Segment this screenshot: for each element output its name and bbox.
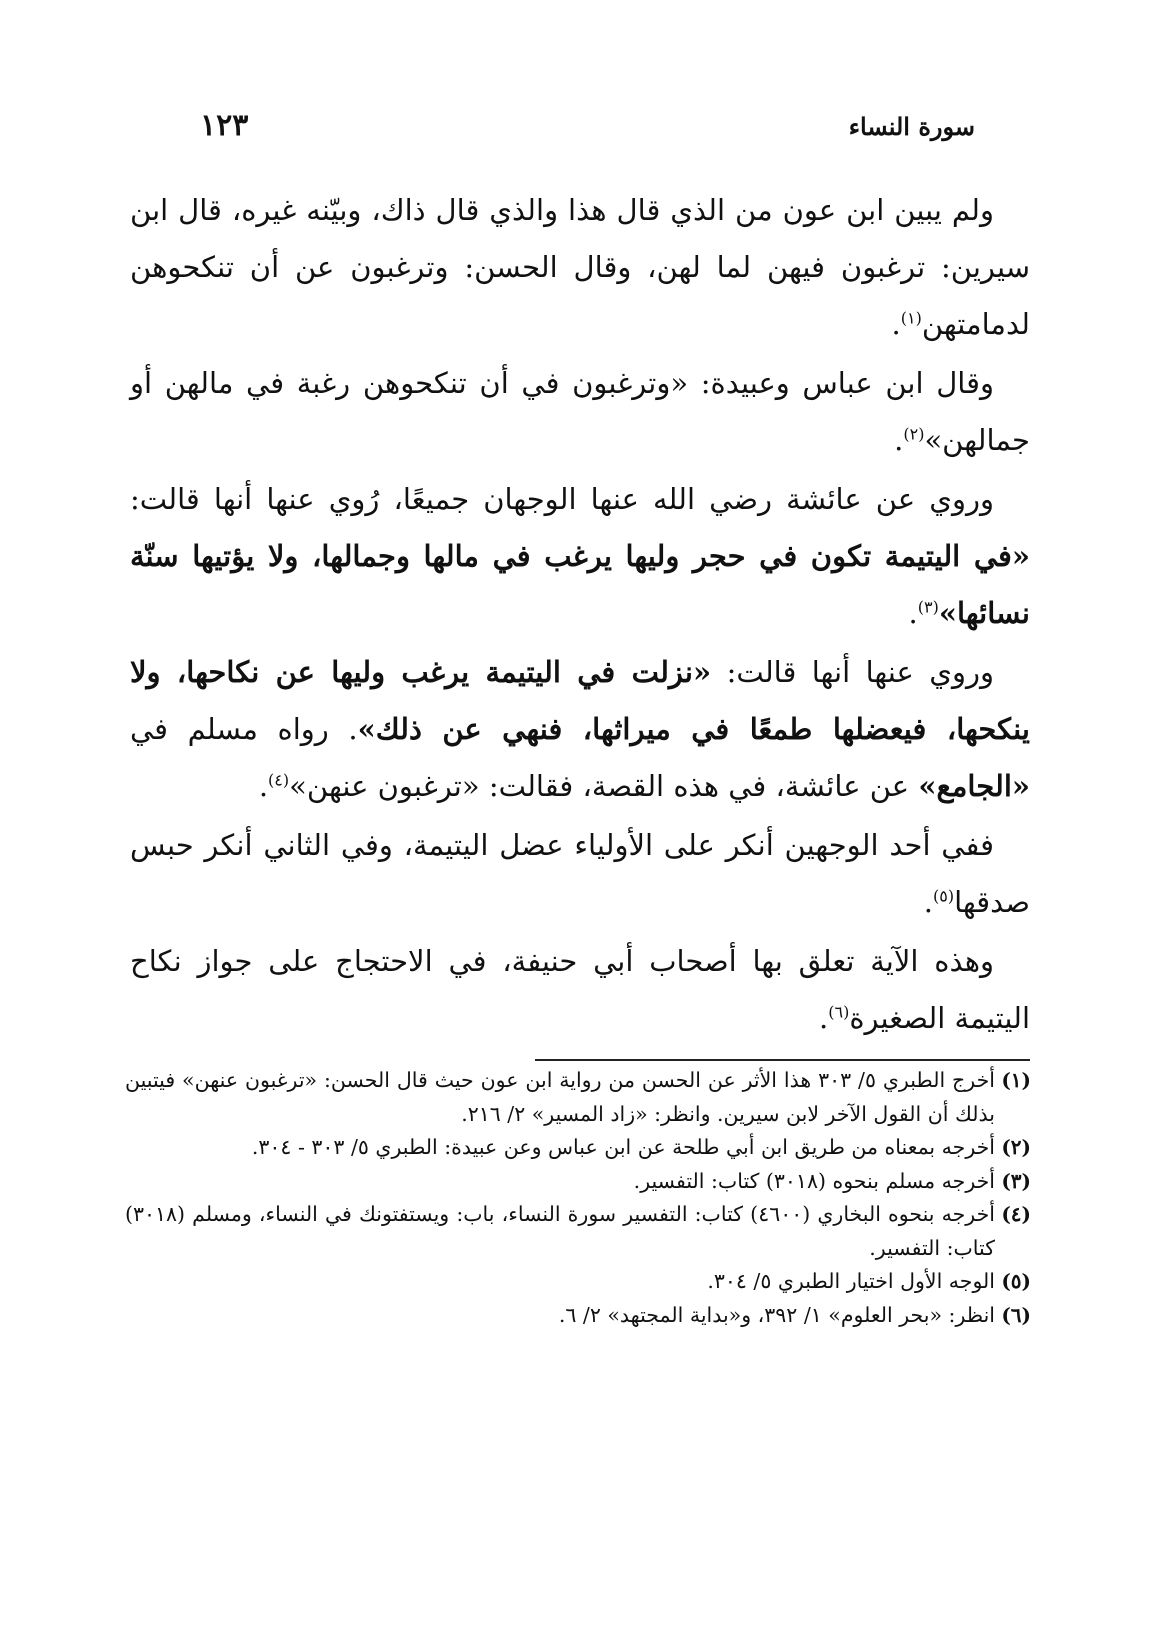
paragraph-end: . xyxy=(908,596,918,630)
page-header xyxy=(200,108,975,158)
hadith-quote: «في اليتيمة تكون في حجر وليها يرغب في مالها وجمالها، ولا يؤتيها سنّة نسائها» xyxy=(130,539,1030,630)
paragraph-4 xyxy=(130,644,1030,815)
footnote-text: أخرج الطبري ٥/ ٣٠٣ هذا الأثر عن الحسن من رواية ابن عون حيث قال الحسن: «ترغبون عنهن» فيتبين بذلك أن القول الآخر لابن سيرين. وانظر: «زاد المسير» ٢/ ٢١٦. xyxy=(125,1068,995,1126)
footnote-text: أخرجه مسلم بنحوه (٣٠١٨) كتاب: التفسير. xyxy=(633,1168,995,1193)
footnote-number: (٤) xyxy=(1001,1202,1031,1226)
footnote-reference: (٥) xyxy=(932,886,955,906)
paragraph-end: . xyxy=(258,769,269,803)
paragraph-text: ولم يبين ابن عون من الذي قال هذا والذي قال ذاك، وبيّنه غيره، قال ابن سيرين: ترغبون فيهن لما لهن، وقال الحسن: وترغبون عن أن تنكحوهن لدمامتهن xyxy=(130,193,1030,341)
footnote-number: (٥) xyxy=(1001,1269,1031,1293)
footnotes xyxy=(125,1064,1031,1332)
footnote-text: أخرجه بنحوه البخاري (٤٦٠٠) كتاب: التفسير سورة النساء، باب: ويستفتونك في النساء، ومسلم (٣٠١٨) كتاب: التفسير. xyxy=(125,1202,995,1260)
footnote-number: (٦) xyxy=(1001,1302,1031,1327)
paragraph-mid: . رواه مسلم في xyxy=(130,712,358,746)
paragraph-end: . xyxy=(923,885,933,919)
paragraph-rest: عن عائشة، في هذه القصة، فقالت: «ترغبون عنهن» xyxy=(289,769,919,803)
paragraph-2 xyxy=(130,355,1030,469)
footnote-text: أخرجه بمعناه من طريق ابن أبي طلحة عن ابن عباس وعن عبيدة: الطبري ٥/ ٣٠٣ - ٣٠٤. xyxy=(251,1135,995,1159)
footnote-reference: (٣) xyxy=(917,597,939,617)
hadith-quote: «نزلت في اليتيمة يرغب وليها عن نكاحها، ولا ينكحها، فيعضلها طمعًا في ميراثها، فنهي عن ذلك» xyxy=(130,655,1030,746)
running-title: سورة النساء xyxy=(848,112,975,141)
paragraph-end: . xyxy=(894,423,904,457)
paragraph-end: . xyxy=(819,1001,829,1035)
footnote-reference: (٤) xyxy=(268,770,290,790)
footnote-reference: (١) xyxy=(900,308,922,328)
paragraph-1 xyxy=(130,182,1030,353)
paragraph-5 xyxy=(130,817,1030,931)
paragraph-3 xyxy=(130,471,1030,642)
footnote-divider xyxy=(535,1059,1030,1061)
footnote-number: (٢) xyxy=(1001,1135,1031,1159)
footnote-1 xyxy=(125,1064,1031,1131)
paragraph-6 xyxy=(130,933,1030,1047)
footnote-6 xyxy=(125,1299,1031,1333)
footnote-reference: (٢) xyxy=(903,424,925,444)
source-title: «الجامع» xyxy=(918,769,1030,803)
page-number: ١٢٣ xyxy=(200,108,249,143)
footnote-5 xyxy=(125,1265,1031,1299)
paragraph-text: وقال ابن عباس وعبيدة: «وترغبون في أن تنكحوهن رغبة في مالهن أو جمالهن» xyxy=(130,366,1030,457)
footnote-4 xyxy=(125,1198,1031,1265)
footnote-reference: (٦) xyxy=(828,1002,850,1022)
paragraph-intro: وروي عن عائشة رضي الله عنها الوجهان جميعًا، رُوي عنها أنها قالت: xyxy=(130,482,994,516)
main-text xyxy=(130,182,1030,1049)
paragraph-intro: وروي عنها أنها قالت: xyxy=(711,655,994,689)
footnote-number: (١) xyxy=(1001,1068,1031,1092)
footnote-text: الوجه الأول اختيار الطبري ٥/ ٣٠٤. xyxy=(707,1269,995,1293)
paragraph-text: وهذه الآية تعلق بها أصحاب أبي حنيفة، في الاحتجاج على جواز نكاح اليتيمة الصغيرة xyxy=(130,944,1030,1035)
footnote-number: (٣) xyxy=(1001,1168,1031,1193)
paragraph-text: ففي أحد الوجهين أنكر على الأولياء عضل اليتيمة، وفي الثاني أنكر حبس صدقها xyxy=(130,828,1030,919)
footnote-2 xyxy=(125,1131,1031,1165)
paragraph-end: . xyxy=(891,307,901,341)
footnote-3 xyxy=(125,1165,1031,1199)
footnote-text: انظر: «بحر العلوم» ١/ ٣٩٢، و«بداية المجتهد» ٢/ ٦. xyxy=(558,1302,995,1327)
